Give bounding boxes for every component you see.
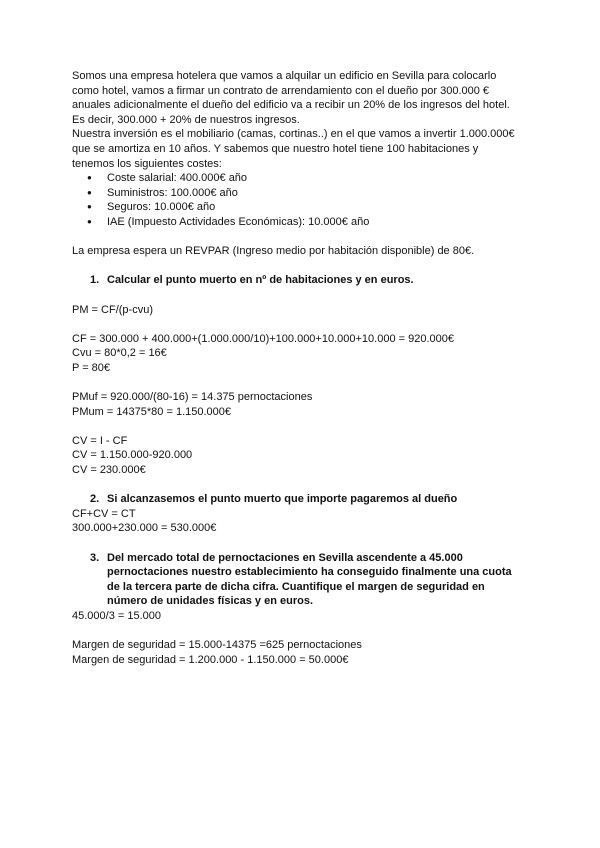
margin-line: Margen de seguridad = 1.200.000 - 1.150.000 = 50.000€: [72, 653, 349, 666]
formula: PM = CF/(p-cvu): [72, 303, 153, 316]
question-text: [107, 551, 542, 609]
question-text-line: Del mercado total de pernoctaciones en Sevilla ascendente a 45.000: [107, 551, 463, 564]
intro-line: Nuestra inversión es el mobiliario (camas, cortinas..) en el que vamos a invertir 1.000.000€: [72, 128, 515, 141]
question-text: Si alcanzasemos el punto muerto que importe pagaremos al dueño: [107, 493, 458, 506]
intro-line: anuales adicionalmente el dueño del edificio va a recibir un 20% de los ingresos del hotel.: [72, 99, 510, 112]
calc-line: 300.000+230.000 = 530.000€: [72, 522, 217, 535]
question-text-line: pernoctaciones nuestro establecimiento ha conseguido finalmente una cuota: [107, 566, 512, 579]
calc-line: CV = I - CF: [72, 434, 128, 447]
calc-line: CF+CV = CT: [72, 507, 136, 520]
revpar-statement: La empresa espera un REVPAR (Ingreso medio por habitación disponible) de 80€.: [72, 245, 475, 258]
intro-paragraph: [72, 69, 542, 171]
calc-line: P = 80€: [72, 361, 111, 374]
cost-item: ● Suministros: 100.000€ año: [87, 186, 542, 201]
cost-list: [72, 171, 542, 229]
calc-line: CV = 1.150.000-920.000: [72, 449, 193, 462]
question-2: [90, 492, 542, 507]
question-text-line: número de unidades físicas y en euros.: [107, 595, 314, 608]
calc-line: PMuf = 920.000/(80-16) = 14.375 pernoctaciones: [72, 391, 313, 404]
intro-line: Es decir, 300.000 + 20% de nuestros ingresos.: [72, 113, 300, 126]
document-content: [72, 69, 542, 667]
cost-item: ● Coste salarial: 400.000€ año: [87, 171, 542, 186]
intro-line: tenemos los siguientes costes:: [72, 157, 222, 170]
question-number: 2.: [90, 493, 100, 506]
calc-line: 45.000/3 = 15.000: [72, 609, 161, 622]
question-3: [90, 551, 542, 609]
question-text: Calcular el punto muerto en nº de habitaciones y en euros.: [107, 274, 414, 287]
margin-line: Margen de seguridad = 15.000-14375 =625 pernoctaciones: [72, 639, 362, 652]
question-number: 3.: [90, 551, 100, 564]
calc-line: Cvu = 80*0,2 = 16€: [72, 347, 167, 360]
cost-item: ● Seguros: 10.000€ año: [87, 200, 542, 215]
calc-line: CV = 230.000€: [72, 464, 146, 477]
calc-line: CF = 300.000 + 400.000+(1.000.000/10)+100.000+10.000+10.000 = 920.000€: [72, 332, 454, 345]
intro-line: Somos una empresa hotelera que vamos a alquilar un edificio en Sevilla para colocarlo: [72, 70, 497, 82]
intro-line: que se amortiza en 10 años. Y sabemos que nuestro hotel tiene 100 habitaciones y: [72, 142, 479, 155]
question-text-line: de la tercera parte de dicha cifra. Cuantifique el margen de seguridad en: [107, 580, 485, 593]
calc-line: PMum = 14375*80 = 1.150.000€: [72, 405, 232, 418]
intro-line: como hotel, vamos a firmar un contrato de arrendamiento con el dueño por 300.000 €: [72, 84, 490, 97]
question-1: [90, 273, 542, 288]
cost-item: ● IAE (Impuesto Actividades Económicas): 10.000€ año: [87, 215, 542, 230]
question-number: 1.: [90, 274, 100, 287]
